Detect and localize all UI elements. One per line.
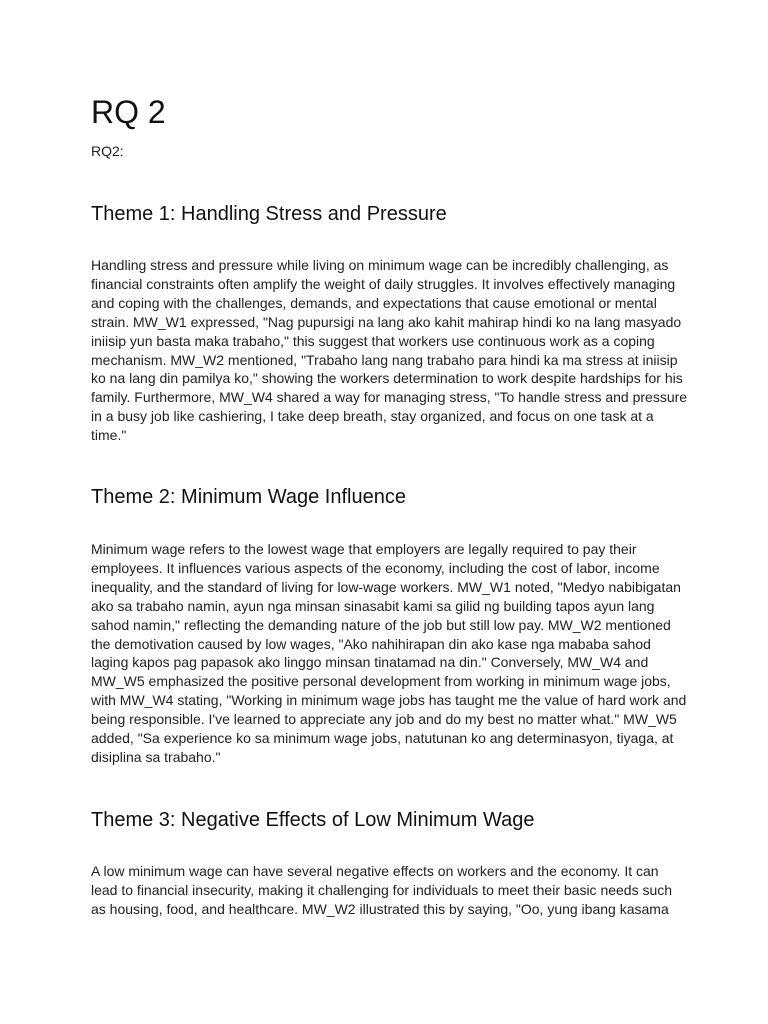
paragraph-line: sahod namin," reflecting the demanding nature of the job but still low pay. MW_W2 mentioned	[91, 616, 671, 633]
paragraph-line: lead to financial insecurity, making it challenging for individuals to meet their basic needs such	[91, 881, 673, 898]
paragraph-line: and coping with the challenges, demands, and expectations that cause emotional or mental	[91, 294, 657, 311]
section-heading-theme-1: Theme 1: Handling Stress and Pressure	[91, 203, 447, 225]
paragraph-line: being responsible. I've learned to appreciate any job and do my best no matter what." MW_W5	[91, 711, 677, 728]
paragraph-line: MW_W5 emphasized the positive personal development from working in minimum wage jobs,	[91, 673, 671, 690]
paragraph-line: iniisip yun basta maka trabaho," this suggest that workers use continuous work as a coping	[91, 332, 655, 349]
paragraph-line: A low minimum wage can have several negative effects on workers and the economy. It can	[91, 863, 659, 879]
paragraph-line: employees. It influences various aspects of the economy, including the cost of labor, income	[91, 559, 660, 576]
paragraph-line: Minimum wage refers to the lowest wage that employers are legally required to pay their	[91, 541, 637, 557]
paragraph-line: inequality, and the standard of living for low-wage workers. MW_W1 noted, "Medyo nabibigatan	[91, 578, 681, 595]
paragraph-line: the demotivation caused by low wages, "Ako nahihirapan din ako kase nga mababa sahod	[91, 635, 651, 652]
section-heading-theme-2: Theme 2: Minimum Wage Influence	[91, 486, 406, 508]
paragraph-line: family. Furthermore, MW_W4 shared a way for managing stress, "To handle stress and pressure	[91, 389, 688, 406]
section-paragraph-theme-3	[91, 862, 683, 919]
paragraph-line: laging kapos pag papasok ako linggo minsan tinatamad na din." Conversely, MW_W4 and	[91, 654, 649, 671]
paragraph-line: mechanism. MW_W2 mentioned, "Trabaho lang nang trabaho para hindi ka ma stress at iniisip	[91, 351, 678, 368]
paragraph-line: added, "Sa experience ko sa minimum wage jobs, natutunan ko ang determinasyon, tiyaga, at	[91, 730, 674, 747]
paragraph-line: as housing, food, and healthcare. MW_W2 illustrated this by saying, "Oo, yung ibang kasama	[91, 900, 669, 917]
paragraph-line: disiplina sa trabaho."	[91, 748, 221, 765]
paragraph-line: in a busy job like cashiering, I take deep breath, stay organized, and focus on one task at a	[91, 408, 654, 425]
paragraph-line: ko na lang din pamilya ko," showing the workers determination to work despite hardships for his	[91, 370, 683, 387]
section-paragraph-theme-1	[91, 256, 688, 445]
section-paragraph-theme-2	[91, 540, 687, 767]
paragraph-line: Handling stress and pressure while living on minimum wage can be incredibly challenging, as	[91, 257, 669, 273]
paragraph-line: financial constraints often amplify the weight of daily struggles. It involves effectively managing	[91, 275, 676, 292]
document-subtitle: RQ2:	[91, 143, 124, 159]
paragraph-line: with MW_W4 stating, "Working in minimum wage jobs has taught me the value of hard work and	[91, 692, 687, 709]
section-heading-theme-3: Theme 3: Negative Effects of Low Minimum Wage	[91, 809, 535, 831]
paragraph-line: strain. MW_W1 expressed, "Nag pupursigi na lang ako kahit mahirap hindi ko na lang masyado	[91, 313, 682, 330]
document-title: RQ 2	[91, 94, 166, 130]
paragraph-line: ako sa trabaho namin, ayun nga minsan sinasabit kami sa gilid ng building tapos ayun lang	[91, 597, 655, 614]
paragraph-line: time."	[91, 427, 127, 444]
